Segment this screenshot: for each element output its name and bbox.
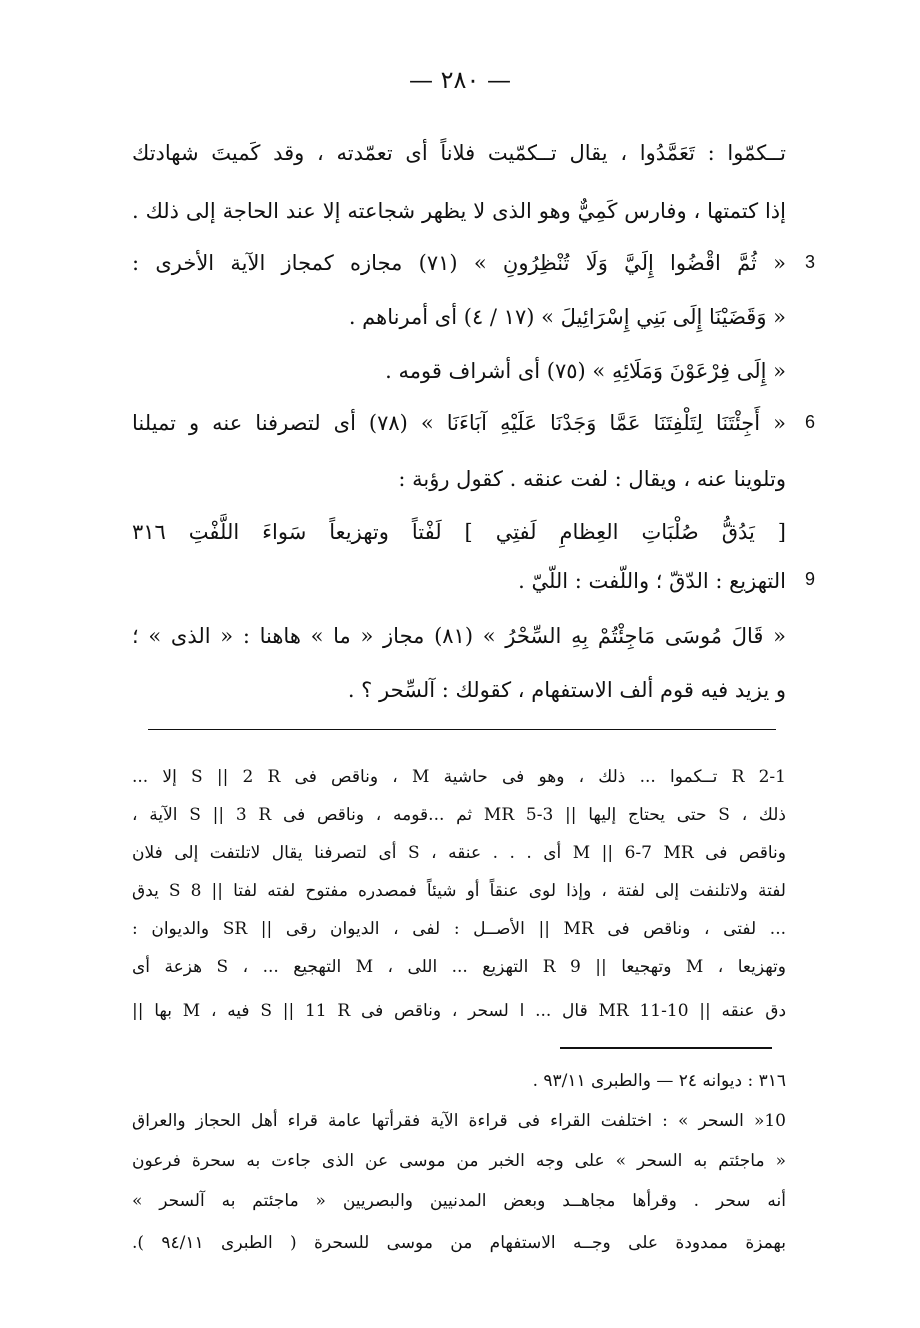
apparatus-line: وتهزيعا ، M وتهجيعا || 9 R التهزيع ... اللى ، M التهجيع ... ، S هزعة أى — [132, 957, 786, 977]
note-line: ٣١٦ : ديوانه ٢٤ — والطبرى ٩٣/١١ . — [532, 1071, 786, 1091]
main-text-line: إذا كتمتها ، وفارس كَمِيٌّ وهو الذى لا يظهر شجاعته إلا عند الحاجة إلى ذلك . — [132, 199, 786, 223]
apparatus-line: ذلك ، S حتى يحتاج إليها || 3-5 MR ثم ...قومه ، وناقص فى S || 3 R الآية ، — [132, 805, 786, 825]
note-line: بهمزة ممدودة على وجــه الاستفهام من موسى للسحرة ( الطبرى ٩٤/١١ ). — [132, 1233, 786, 1253]
main-text-line: « وَقَضَيْنَا إِلَى بَنِي إِسْرَائِيلَ » (١٧ / ٤) أى أمرناهم . — [348, 305, 786, 329]
main-text-line: « قَالَ مُوسَى مَاجِئْتُمْ بِهِ السِّحْرُ » (٨١) مجاز « ما » هاهنا : « الذى » ؛ — [132, 624, 786, 648]
note-line: أنه سحر . وقرأها مجاهــد وبعض المدنيين والبصريين « ماجئتم به آلسحر » — [132, 1191, 786, 1211]
note-line: « ماجئتم به السحر » على وجه الخبر من موسى عن الذى جاءت به سحرة فرعون — [132, 1151, 786, 1171]
line-number: 9 — [805, 569, 816, 589]
main-text-line: التهزيع : الدّقّ ؛ واللّفت : اللّيّ . — [518, 569, 786, 593]
page-number: — ٢٨٠ — — [409, 66, 511, 94]
apparatus-line: لفتة ولاتلنفت إلى لفتة ، وإذا لوى عنقاً أو شيئاً فمصدره مفتوح لفته لفتا || 8 S يدق — [132, 881, 786, 901]
apparatus-line: وناقص فى M || 6-7 MR أى . . . عنقه ، S أى لتصرفنا يقال لاتلتفت إلى فلان — [132, 843, 786, 863]
main-text-line: « إِلَى فِرْعَوْنَ وَمَلَائِهِ » (٧٥) أى أشراف قومه . — [385, 359, 786, 383]
main-text-line: و يزيد فيه قوم ألف الاستفهام ، كقولك : آلسِّحر ؟ . — [347, 678, 786, 702]
main-text-line: وتلوينا عنه ، ويقال : لفت عنقه . كقول رؤبة : — [398, 467, 786, 491]
divider-rule — [148, 729, 776, 730]
line-number: 6 — [805, 412, 816, 432]
main-text-line: « ثُمَّ اقْضُوا إِلَيَّ وَلَا تُنْظِرُونِ » (٧١) مجازه كمجاز الآية الأخرى : — [132, 251, 786, 275]
verse-line: [ يَدُقُّ صُلْبَاتِ العِظامِ لَفتِي ] لَفْتاً وتهزيعاً سَواءَ اللَّفْتِ ٣١٦ — [132, 520, 786, 544]
line-number: 3 — [805, 252, 816, 272]
main-text-line: « أَجِئْتَنَا لِتَلْفِتَنَا عَمَّا وَجَدْنَا عَلَيْهِ آبَاءَنَا » (٧٨) أى لتصرفنا عنه و تميلنا — [132, 411, 786, 435]
main-text-line: تــكمّوا : تَعَمَّدُوا ، يقال تــكمّيت فلاناً أى تعمّدته ، وقد كَميتَ شهادتك — [132, 141, 786, 165]
apparatus-line: 2-1 R تــكموا ... ذلك ، وهو فى حاشية M ، وناقص فى S || 2 R إلا ... — [132, 767, 786, 787]
divider-rule-short — [560, 1047, 772, 1049]
note-line: 10« السحر » : اختلفت القراء فى قراءة الآية فقرأتها عامة قراء أهل الحجاز والعراق — [132, 1111, 786, 1131]
apparatus-line: ... لفتى ، وناقص فى MR || الأصــل : لفى ، الديوان رقى || SR والديوان : — [132, 919, 786, 939]
apparatus-line: دق عنقه || 10-11 MR قال ... ا لسحر ، وناقص فى S || 11 R فيه ، M بها || — [132, 1001, 786, 1021]
